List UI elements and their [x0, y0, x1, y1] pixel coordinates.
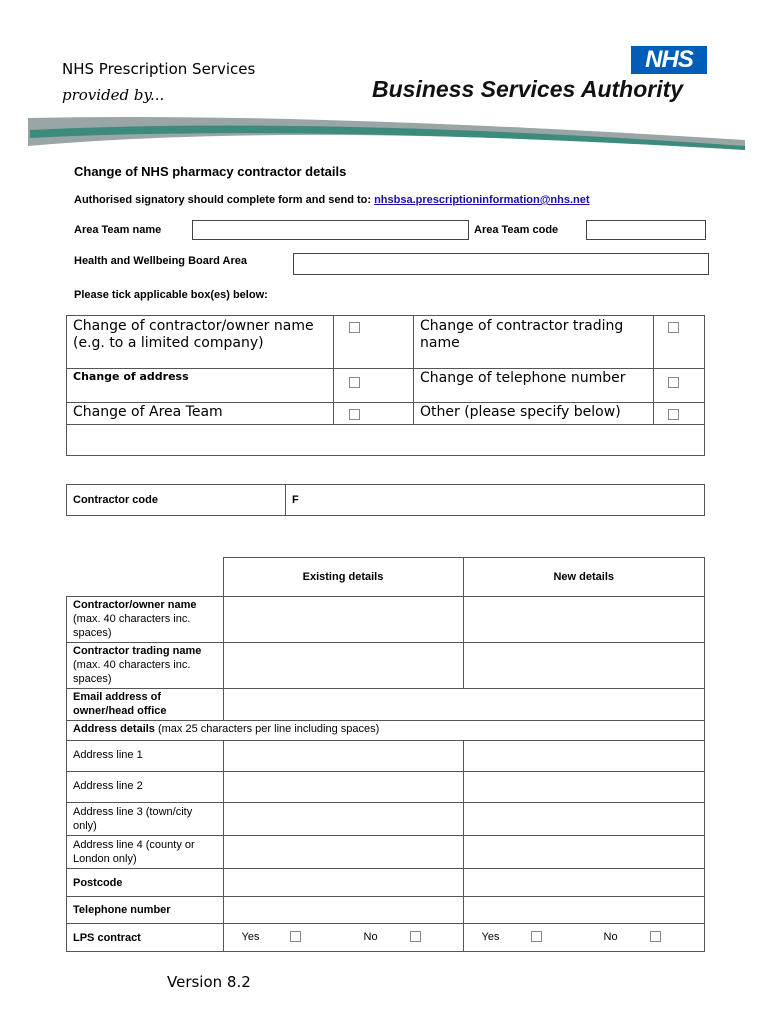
table-row: [67, 643, 705, 689]
address-line2-new-field[interactable]: [463, 772, 705, 803]
org-name: NHS Prescription Services: [62, 60, 256, 78]
table-row: [67, 721, 705, 741]
address-line1-label: Address line 1: [67, 741, 224, 772]
other-specify-field[interactable]: [67, 425, 705, 456]
address-line2-label: Address line 2: [67, 772, 224, 803]
table-row: [67, 558, 705, 597]
email-field[interactable]: [223, 689, 705, 721]
lps-existing-cell: [223, 924, 463, 952]
tick-row: [67, 369, 705, 403]
tick-prompt: Please tick applicable box(es) below:: [74, 289, 268, 301]
hwb-area-label: Health and Wellbeing Board Area: [74, 255, 247, 267]
nhs-logo: NHS: [631, 46, 707, 74]
lps-existing-no-checkbox[interactable]: [410, 931, 421, 942]
postcode-new-field[interactable]: [463, 869, 705, 897]
table-row: [67, 924, 705, 952]
owner-name-existing-field[interactable]: [223, 597, 463, 643]
lps-label: LPS contract: [67, 924, 224, 952]
address-details-header: [67, 721, 705, 741]
option-other-cell: [654, 403, 705, 425]
address-line1-new-field[interactable]: [463, 741, 705, 772]
address-line4-existing-field[interactable]: [223, 836, 463, 869]
lps-new-cell: [463, 924, 705, 952]
lps-new-no-checkbox[interactable]: [650, 931, 661, 942]
instruction-text: Authorised signatory should complete form and send to:: [74, 194, 375, 206]
address-details-note: (max 25 characters per line including spaces): [154, 723, 380, 735]
address-line1-existing-field[interactable]: [223, 741, 463, 772]
owner-name-new-field[interactable]: [463, 597, 705, 643]
address-line4-label: Address line 4 (county or London only): [67, 836, 224, 869]
table-row: [67, 897, 705, 924]
hwb-area-field[interactable]: [293, 253, 709, 275]
contractor-code-table: [66, 484, 705, 516]
authority-name: Business Services Authority: [372, 76, 684, 102]
lps-existing-no-label: No: [363, 930, 378, 943]
owner-name-bold: Contractor/owner name: [73, 599, 197, 611]
address-line2-existing-field[interactable]: [223, 772, 463, 803]
tick-options-table: [66, 315, 705, 456]
postcode-label: Postcode: [67, 869, 224, 897]
col-new-header: New details: [463, 558, 705, 597]
address-line3-label: Address line 3 (town/city only): [67, 803, 224, 836]
contractor-code-label: Contractor code: [67, 485, 286, 516]
table-row: [67, 772, 705, 803]
table-row: [67, 689, 705, 721]
tick-row: [67, 316, 705, 369]
telephone-checkbox[interactable]: [668, 377, 679, 388]
address-line3-existing-field[interactable]: [223, 803, 463, 836]
option-area-team-label: Change of Area Team: [67, 403, 334, 425]
option-trading-name-cell: [654, 316, 705, 369]
lps-new-yes-label: Yes: [481, 930, 500, 943]
header-swoosh-graphic: [0, 108, 770, 158]
lps-new-no-label: No: [603, 930, 618, 943]
tick-row: [67, 403, 705, 425]
area-team-checkbox[interactable]: [349, 409, 360, 420]
table-row: [67, 741, 705, 772]
option-address-label: Change of address: [67, 369, 334, 403]
option-other-label: Other (please specify below): [414, 403, 654, 425]
trading-name-checkbox[interactable]: [668, 322, 679, 333]
owner-name-note: (max. 40 characters inc. spaces): [73, 613, 191, 639]
contractor-code-field[interactable]: [286, 485, 705, 516]
trading-name-label: [67, 643, 224, 689]
option-telephone-label: Change of telephone number: [414, 369, 654, 403]
details-table: [66, 557, 705, 952]
telephone-existing-field[interactable]: [223, 897, 463, 924]
lps-existing-yes-checkbox[interactable]: [290, 931, 301, 942]
table-row: [67, 869, 705, 897]
trading-name-new-field[interactable]: [463, 643, 705, 689]
trading-name-existing-field[interactable]: [223, 643, 463, 689]
area-team-name-label: Area Team name: [74, 224, 162, 236]
option-trading-name-label: Change of contractor trading name: [414, 316, 654, 369]
email-label: Email address of owner/head office: [67, 689, 224, 721]
other-checkbox[interactable]: [668, 409, 679, 420]
email-link[interactable]: nhsbsa.prescriptioninformation@nhs.net: [374, 194, 590, 206]
option-address-cell: [334, 369, 414, 403]
option-owner-change-cell: [334, 316, 414, 369]
corner-cell: [67, 558, 224, 597]
lps-new-yes-checkbox[interactable]: [531, 931, 542, 942]
address-line4-new-field[interactable]: [463, 836, 705, 869]
owner-change-checkbox[interactable]: [349, 322, 360, 333]
provided-by: provided by...: [62, 86, 165, 104]
postcode-existing-field[interactable]: [223, 869, 463, 897]
table-row: [67, 597, 705, 643]
form-instruction: [74, 194, 590, 206]
option-telephone-cell: [654, 369, 705, 403]
lps-existing-yes-label: Yes: [241, 930, 260, 943]
table-row: [67, 803, 705, 836]
area-team-code-field[interactable]: [586, 220, 706, 240]
area-team-code-label: Area Team code: [474, 224, 559, 236]
telephone-label: Telephone number: [67, 897, 224, 924]
telephone-new-field[interactable]: [463, 897, 705, 924]
form-title: Change of NHS pharmacy contractor details: [74, 164, 347, 179]
trading-name-bold: Contractor trading name: [73, 645, 202, 657]
table-row: [67, 836, 705, 869]
address-checkbox[interactable]: [349, 377, 360, 388]
col-existing-header: Existing details: [223, 558, 463, 597]
address-line3-new-field[interactable]: [463, 803, 705, 836]
tick-row: [67, 425, 705, 456]
option-owner-change-label: Change of contractor/owner name (e.g. to a limited company): [67, 316, 334, 369]
area-team-name-field[interactable]: [192, 220, 469, 240]
contractor-code-prefix: F: [292, 494, 299, 506]
contractor-code-row: [67, 485, 705, 516]
trading-name-note: (max. 40 characters inc. spaces): [73, 659, 191, 685]
owner-name-label: [67, 597, 224, 643]
option-area-team-cell: [334, 403, 414, 425]
address-details-bold: Address details: [73, 723, 155, 735]
version-label: Version 8.2: [167, 973, 251, 991]
